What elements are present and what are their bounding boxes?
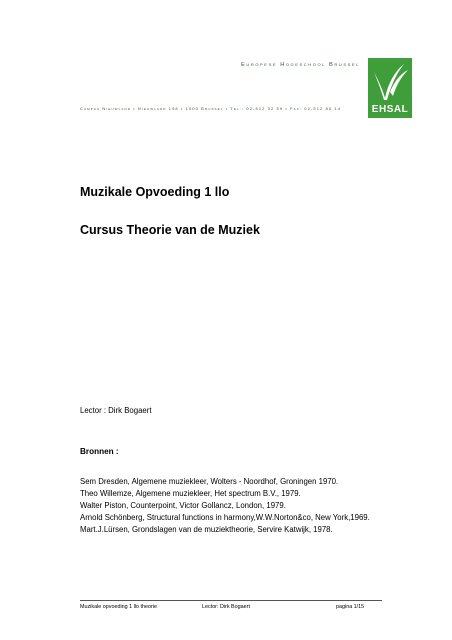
logo-swoosh-icon [368, 58, 412, 104]
footer-course: Muzikale opvoeding 1 llo theorie [80, 604, 158, 610]
sources-heading: Bronnen : [80, 447, 119, 456]
list-item: Arnold Schönberg, Structural functions in harmony,W.W.Norton&co, New York,1969. [80, 513, 370, 522]
lector-line: Lector : Dirk Bogaert [80, 406, 152, 415]
footer-page-number: pagina 1/15 [336, 604, 365, 610]
footer-divider [80, 600, 382, 601]
sources-list [80, 476, 370, 536]
logo-text: EHSAL [371, 104, 409, 115]
ehsal-logo [368, 58, 412, 118]
list-item: Walter Piston, Counterpoint, Victor Gollancz, London, 1979. [80, 501, 286, 510]
course-title: Muzikale Opvoeding 1 llo [80, 185, 230, 199]
list-item: Theo Willemze, Algemene muziekleer, Het spectrum B.V., 1979. [80, 489, 301, 498]
institution-name: Europese Hogeschool Brussel [241, 62, 360, 68]
footer-lector: Lector: Dirk Bogaert [202, 604, 250, 610]
institution-address: Campus Nieuwland • Nieuwland 198 • 1000 Brussel • Tel.: 02-512 32 59 • Fax: 02-512 80 14 [80, 106, 342, 111]
list-item: Mart.J.Lürsen, Grondslagen van de muziektheorie, Servire Katwijk, 1978. [80, 525, 333, 534]
course-subtitle: Cursus Theorie van de Muziek [80, 223, 260, 237]
list-item: Sem Dresden, Algemene muziekleer, Wolters - Noordhof, Groningen 1970. [80, 477, 339, 486]
